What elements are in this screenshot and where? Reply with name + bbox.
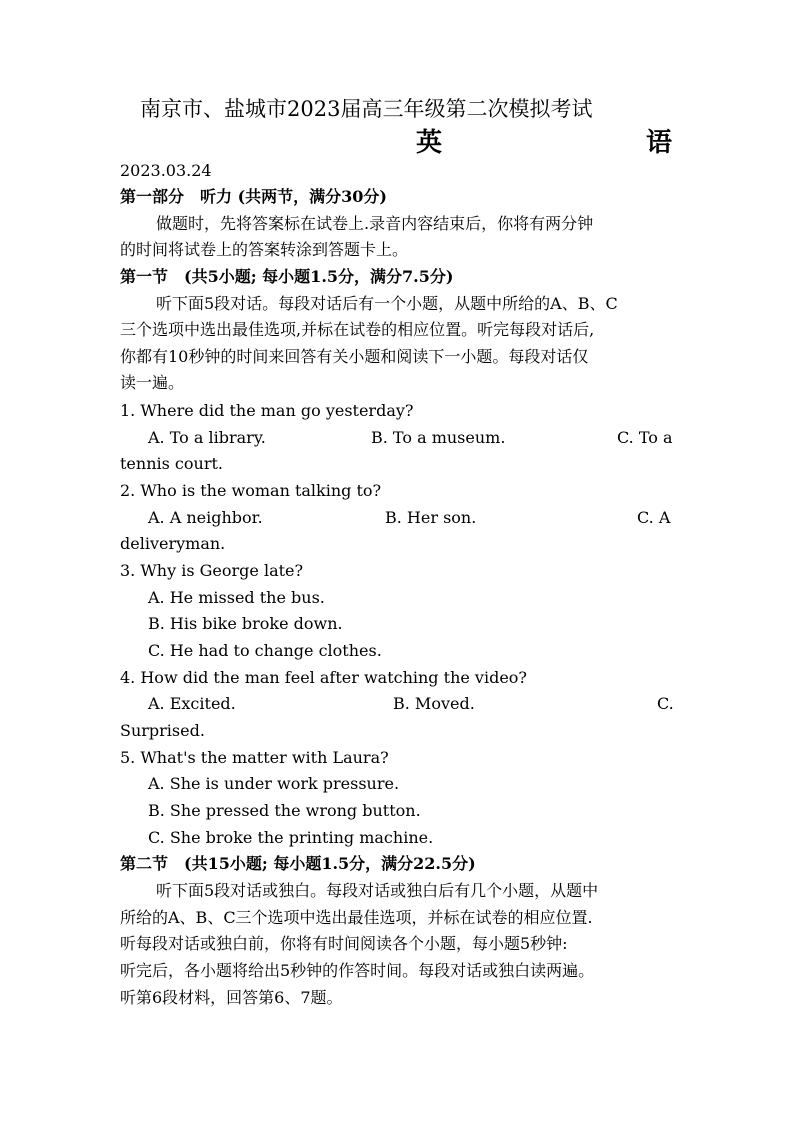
question-1-option-b: B. To a museum. bbox=[371, 428, 506, 447]
question-5-option-a: A. She is under work pressure. bbox=[148, 774, 400, 793]
question-5-option-b: B. She pressed the wrong button. bbox=[148, 801, 421, 820]
section2-heading: 第二节 (共15小题; 每小题1.5分，满分22.5分) bbox=[120, 854, 476, 873]
question-3-option-b: B. His bike broke down. bbox=[148, 614, 343, 633]
part1-heading: 第一部分 听力 (共两节，满分30分) bbox=[120, 187, 387, 206]
subject-char-left: 英 bbox=[416, 128, 443, 158]
question-5-text: 5. What's the matter with Laura? bbox=[120, 748, 389, 767]
subject-char-right: 语 bbox=[646, 128, 673, 158]
question-1-option-a: A. To a library. bbox=[148, 428, 266, 447]
question-1-text: 1. Where did the man go yesterday? bbox=[120, 401, 414, 420]
exam-date: 2023.03.24 bbox=[120, 161, 212, 180]
exam-title: 南京市、盐城市2023届高三年级第二次模拟考试 bbox=[140, 97, 593, 121]
part1-intro-line: 的时间将试卷上的答案转涂到答题卡上。 bbox=[120, 240, 409, 259]
section2-instruction-line: 听每段对话或独白前，你将有时间阅读各个小题，每小题5秒钟: bbox=[120, 934, 568, 953]
question-4-option-c: C. bbox=[657, 694, 674, 713]
question-4-option-a: A. Excited. bbox=[148, 694, 236, 713]
question-3-option-a: A. He missed the bus. bbox=[148, 588, 325, 607]
section2-instruction-line: 听完后，各小题将给出5秒钟的作答时间。每段对话或独白读两遍。 bbox=[120, 961, 595, 980]
question-4-text: 4. How did the man feel after watching the video? bbox=[120, 668, 527, 687]
question-2-option-a: A. A neighbor. bbox=[148, 508, 263, 527]
question-4-option-c-wrap: Surprised. bbox=[120, 721, 205, 740]
section1-heading: 第一节 (共5小题; 每小题1.5分，满分7.5分) bbox=[120, 267, 454, 286]
question-2-option-c-wrap: deliveryman. bbox=[120, 534, 226, 553]
section2-instruction-line: 听第6段材料，回答第6、7题。 bbox=[120, 988, 343, 1007]
question-2-option-c: C. A bbox=[637, 508, 671, 527]
question-1-option-c-wrap: tennis court. bbox=[120, 454, 223, 473]
question-3-text: 3. Why is George late? bbox=[120, 561, 304, 580]
question-5-option-c: C. She broke the printing machine. bbox=[148, 828, 434, 847]
section1-instruction-line: 读一遍。 bbox=[120, 373, 185, 392]
question-1-option-c: C. To a bbox=[617, 428, 673, 447]
section2-instruction-line: 所给的A、B、C三个选项中选出最佳选项，并标在试卷的相应位置. bbox=[120, 908, 593, 927]
part1-intro-line: 做题时，先将答案标在试卷上.录音内容结束后，你将有两分钟 bbox=[156, 214, 594, 233]
question-4-option-b: B. Moved. bbox=[393, 694, 475, 713]
question-3-option-c: C. He had to change clothes. bbox=[148, 641, 382, 660]
question-2-text: 2. Who is the woman talking to? bbox=[120, 481, 382, 500]
section1-instruction-line: 听下面5段对话。每段对话后有一个小题，从题中所给的A、B、C bbox=[156, 294, 618, 313]
section2-instruction-line: 听下面5段对话或独白。每段对话或独白后有几个小题，从题中 bbox=[156, 881, 599, 900]
section1-instruction-line: 三个选项中选出最佳选项,并标在试卷的相应位置。听完每段对话后, bbox=[120, 320, 595, 339]
question-2-option-b: B. Her son. bbox=[385, 508, 477, 527]
section1-instruction-line: 你都有10秒钟的时间来回答有关小题和阅读下一小题。每段对话仅 bbox=[120, 347, 589, 366]
